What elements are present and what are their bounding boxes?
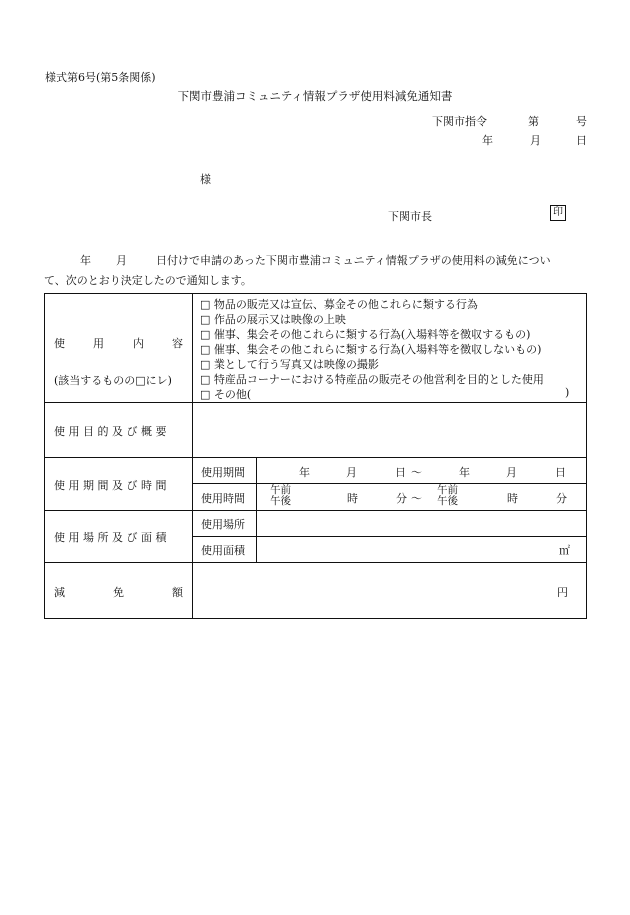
addressee-suffix: 様 [200,173,211,186]
place-sublabel: 使用場所 [201,518,245,531]
designation-dai: 第 [528,115,539,128]
designation-label: 下関市指令 [432,115,487,128]
period-label: 使 用 期 間 及 び 時 間 [54,479,167,492]
row-divider [45,562,586,563]
purpose-label: 使 用 目 的 及 び 概 要 [54,425,167,438]
document-title: 下関市豊浦コミュニティ情報プラザ使用料減免通知書 [177,89,453,103]
period-start-day: 日 [395,466,406,479]
usage-option: □ 作品の展示又は映像の上映 [200,313,346,326]
period-start-year: 年 [299,466,310,479]
time-start-minute: 分 [396,492,407,505]
usage-table [44,293,587,619]
usage-option-other: □ その他( [200,388,252,401]
date-year: 年 [482,134,493,147]
body-text-line1: 日付けで申請のあった下関市豊浦コミュニティ情報プラザの使用料の減免につい [156,254,551,267]
usage-content-label-4: 容 [172,337,183,350]
period-end-month: 月 [506,466,517,479]
usage-option: □ 催事、集会その他これらに類する行為(入場料等を徴収しないもの) [200,343,542,356]
usage-option: □ 催事、集会その他これらに類する行為(入場料等を徴収するもの) [200,328,531,341]
row-divider [45,402,586,403]
row-divider [45,457,586,458]
time-end-ampm [437,485,458,507]
time-end-hour: 時 [507,492,518,505]
reduction-label-2: 免 [113,586,124,599]
reduction-unit: 円 [557,586,568,599]
date-month: 月 [530,134,541,147]
place-label: 使 用 場 所 及 び 面 積 [54,531,167,544]
area-unit: ㎡ [559,544,570,557]
body-year: 年 [80,254,91,267]
period-end-year: 年 [459,466,470,479]
time-sublabel: 使用時間 [201,492,245,505]
body-text-line2: て、次のとおり決定したので通知します。 [44,274,252,287]
usage-content-label-2: 用 [93,337,104,350]
period-end-day: 日 [555,466,566,479]
issuer-name: 下関市長 [388,210,432,223]
period-start-month: 月 [346,466,357,479]
time-end-pm: 午後 [437,495,458,507]
time-tilde: ～ [411,492,422,505]
usage-content-label-1: 使 [54,337,65,350]
designation-go: 号 [576,115,587,128]
time-start-hour: 時 [347,492,358,505]
period-tilde: ～ [411,466,422,479]
seal-mark: 印 [550,205,566,221]
time-end-am: 午前 [437,484,458,496]
usage-content-label-3: 内 [133,337,144,350]
usage-option-other-close: ) [565,386,570,399]
form-number: 様式第6号(第5条関係) [45,71,156,84]
time-start-pm: 午後 [270,495,291,507]
usage-option: □ 特産品コーナーにおける特産品の販売その他営利を目的とした使用 [200,373,544,386]
subrow-divider [193,483,586,484]
subrow-divider [193,536,586,537]
table-col-divider [192,294,193,618]
area-sublabel: 使用面積 [201,544,245,557]
usage-option: □ 業として行う写真又は映像の撮影 [200,358,379,371]
reduction-label-3: 額 [172,586,183,599]
usage-option: □ 物品の販売又は宣伝、募金その他これらに類する行為 [200,298,478,311]
period-sublabel: 使用期間 [201,466,245,479]
date-day: 日 [576,134,587,147]
row-divider [45,510,586,511]
time-start-am: 午前 [270,484,291,496]
usage-content-sublabel: (該当するものの□にレ) [54,374,172,387]
time-start-ampm [270,485,291,507]
reduction-label-1: 減 [54,586,65,599]
time-end-minute: 分 [556,492,567,505]
body-month: 月 [116,254,127,267]
